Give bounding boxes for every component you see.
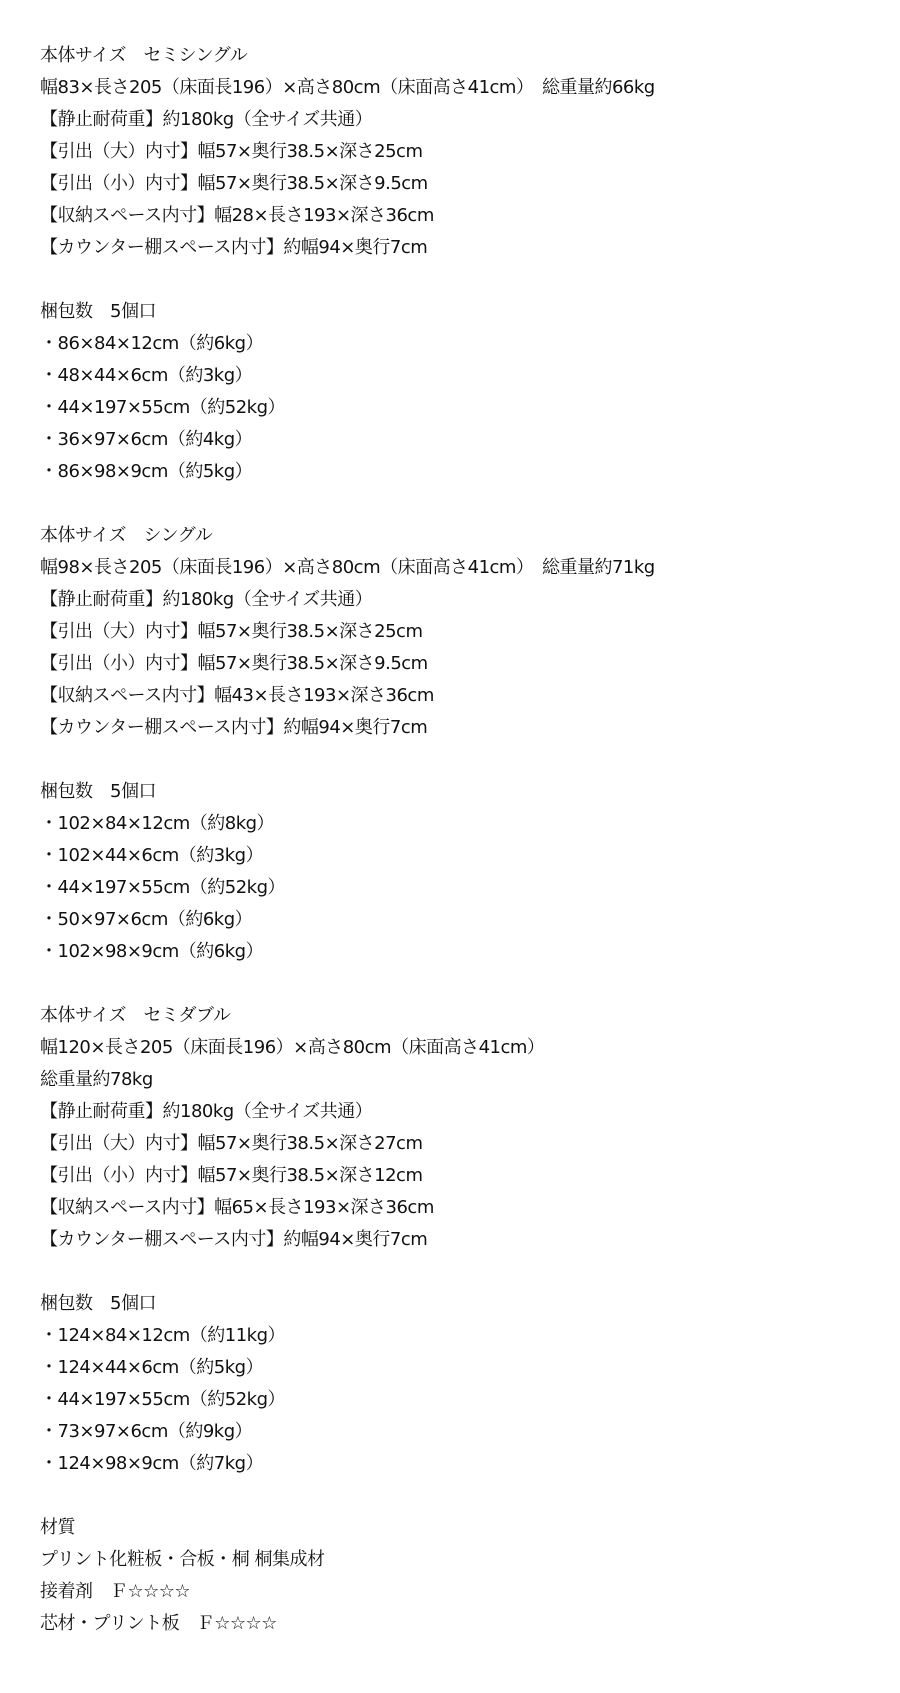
package-count-heading: 梱包数 5個口 xyxy=(40,301,156,322)
section-gap xyxy=(40,488,880,520)
package-item: ・86×98×9cm（約5kg） xyxy=(40,461,253,482)
large-drawer-line: 【引出（大）内寸】幅57×奥行38.5×深さ25cm xyxy=(40,621,423,642)
semi-double-body-section xyxy=(40,1000,880,1256)
adhesive-line: 接着剤 Ｆ☆☆☆☆ xyxy=(40,1581,191,1602)
section-heading: 本体サイズ セミシングル xyxy=(40,45,248,66)
single-package-section xyxy=(40,776,880,968)
counter-shelf-line: 【カウンター棚スペース内寸】約幅94×奥行7cm xyxy=(40,1229,428,1250)
package-item: ・44×197×55cm（約52kg） xyxy=(40,877,286,898)
load-capacity-line: 【静止耐荷重】約180kg（全サイズ共通） xyxy=(40,589,373,610)
package-item: ・44×197×55cm（約52kg） xyxy=(40,397,286,418)
large-drawer-line: 【引出（大）内寸】幅57×奥行38.5×深さ27cm xyxy=(40,1133,423,1154)
dimensions-line: 幅120×長さ205（床面長196）×高さ80cm（床面高さ41cm） xyxy=(40,1037,545,1058)
package-item: ・102×84×12cm（約8kg） xyxy=(40,813,275,834)
load-capacity-line: 【静止耐荷重】約180kg（全サイズ共通） xyxy=(40,109,373,130)
package-item: ・36×97×6cm（約4kg） xyxy=(40,429,253,450)
package-item: ・50×97×6cm（約6kg） xyxy=(40,909,253,930)
package-item: ・48×44×6cm（約3kg） xyxy=(40,365,253,386)
package-item: ・44×197×55cm（約52kg） xyxy=(40,1389,286,1410)
materials-section xyxy=(40,1512,880,1640)
small-drawer-line: 【引出（小）内寸】幅57×奥行38.5×深さ12cm xyxy=(40,1165,423,1186)
semi-single-package-section xyxy=(40,296,880,488)
section-gap xyxy=(40,968,880,1000)
section-heading: 本体サイズ シングル xyxy=(40,525,213,546)
dimensions-line: 幅83×長さ205（床面長196）×高さ80cm（床面高さ41cm） 総重量約66kg xyxy=(40,77,655,98)
counter-shelf-line: 【カウンター棚スペース内寸】約幅94×奥行7cm xyxy=(40,717,428,738)
package-item: ・102×98×9cm（約6kg） xyxy=(40,941,264,962)
section-gap xyxy=(40,1256,880,1288)
storage-space-line: 【収納スペース内寸】幅43×長さ193×深さ36cm xyxy=(40,685,434,706)
semi-double-package-section xyxy=(40,1288,880,1480)
single-body-section xyxy=(40,520,880,744)
section-gap xyxy=(40,264,880,296)
spec-document xyxy=(40,40,880,1640)
core-material-line: 芯材・プリント板 Ｆ☆☆☆☆ xyxy=(40,1613,277,1634)
materials-line: プリント化粧板・合板・桐 桐集成材 xyxy=(40,1549,325,1570)
package-count-heading: 梱包数 5個口 xyxy=(40,781,156,802)
package-item: ・102×44×6cm（約3kg） xyxy=(40,845,264,866)
package-item: ・73×97×6cm（約9kg） xyxy=(40,1421,253,1442)
package-item: ・124×84×12cm（約11kg） xyxy=(40,1325,286,1346)
total-weight-line: 総重量約78kg xyxy=(40,1069,153,1090)
package-item: ・124×98×9cm（約7kg） xyxy=(40,1453,264,1474)
package-count-heading: 梱包数 5個口 xyxy=(40,1293,156,1314)
section-gap xyxy=(40,1480,880,1512)
small-drawer-line: 【引出（小）内寸】幅57×奥行38.5×深さ9.5cm xyxy=(40,653,428,674)
storage-space-line: 【収納スペース内寸】幅65×長さ193×深さ36cm xyxy=(40,1197,434,1218)
semi-single-body-section xyxy=(40,40,880,264)
section-gap xyxy=(40,744,880,776)
package-item: ・124×44×6cm（約5kg） xyxy=(40,1357,264,1378)
counter-shelf-line: 【カウンター棚スペース内寸】約幅94×奥行7cm xyxy=(40,237,428,258)
materials-heading: 材質 xyxy=(40,1517,75,1538)
section-heading: 本体サイズ セミダブル xyxy=(40,1005,231,1026)
load-capacity-line: 【静止耐荷重】約180kg（全サイズ共通） xyxy=(40,1101,373,1122)
small-drawer-line: 【引出（小）内寸】幅57×奥行38.5×深さ9.5cm xyxy=(40,173,428,194)
large-drawer-line: 【引出（大）内寸】幅57×奥行38.5×深さ25cm xyxy=(40,141,423,162)
dimensions-line: 幅98×長さ205（床面長196）×高さ80cm（床面高さ41cm） 総重量約71kg xyxy=(40,557,655,578)
storage-space-line: 【収納スペース内寸】幅28×長さ193×深さ36cm xyxy=(40,205,434,226)
package-item: ・86×84×12cm（約6kg） xyxy=(40,333,264,354)
